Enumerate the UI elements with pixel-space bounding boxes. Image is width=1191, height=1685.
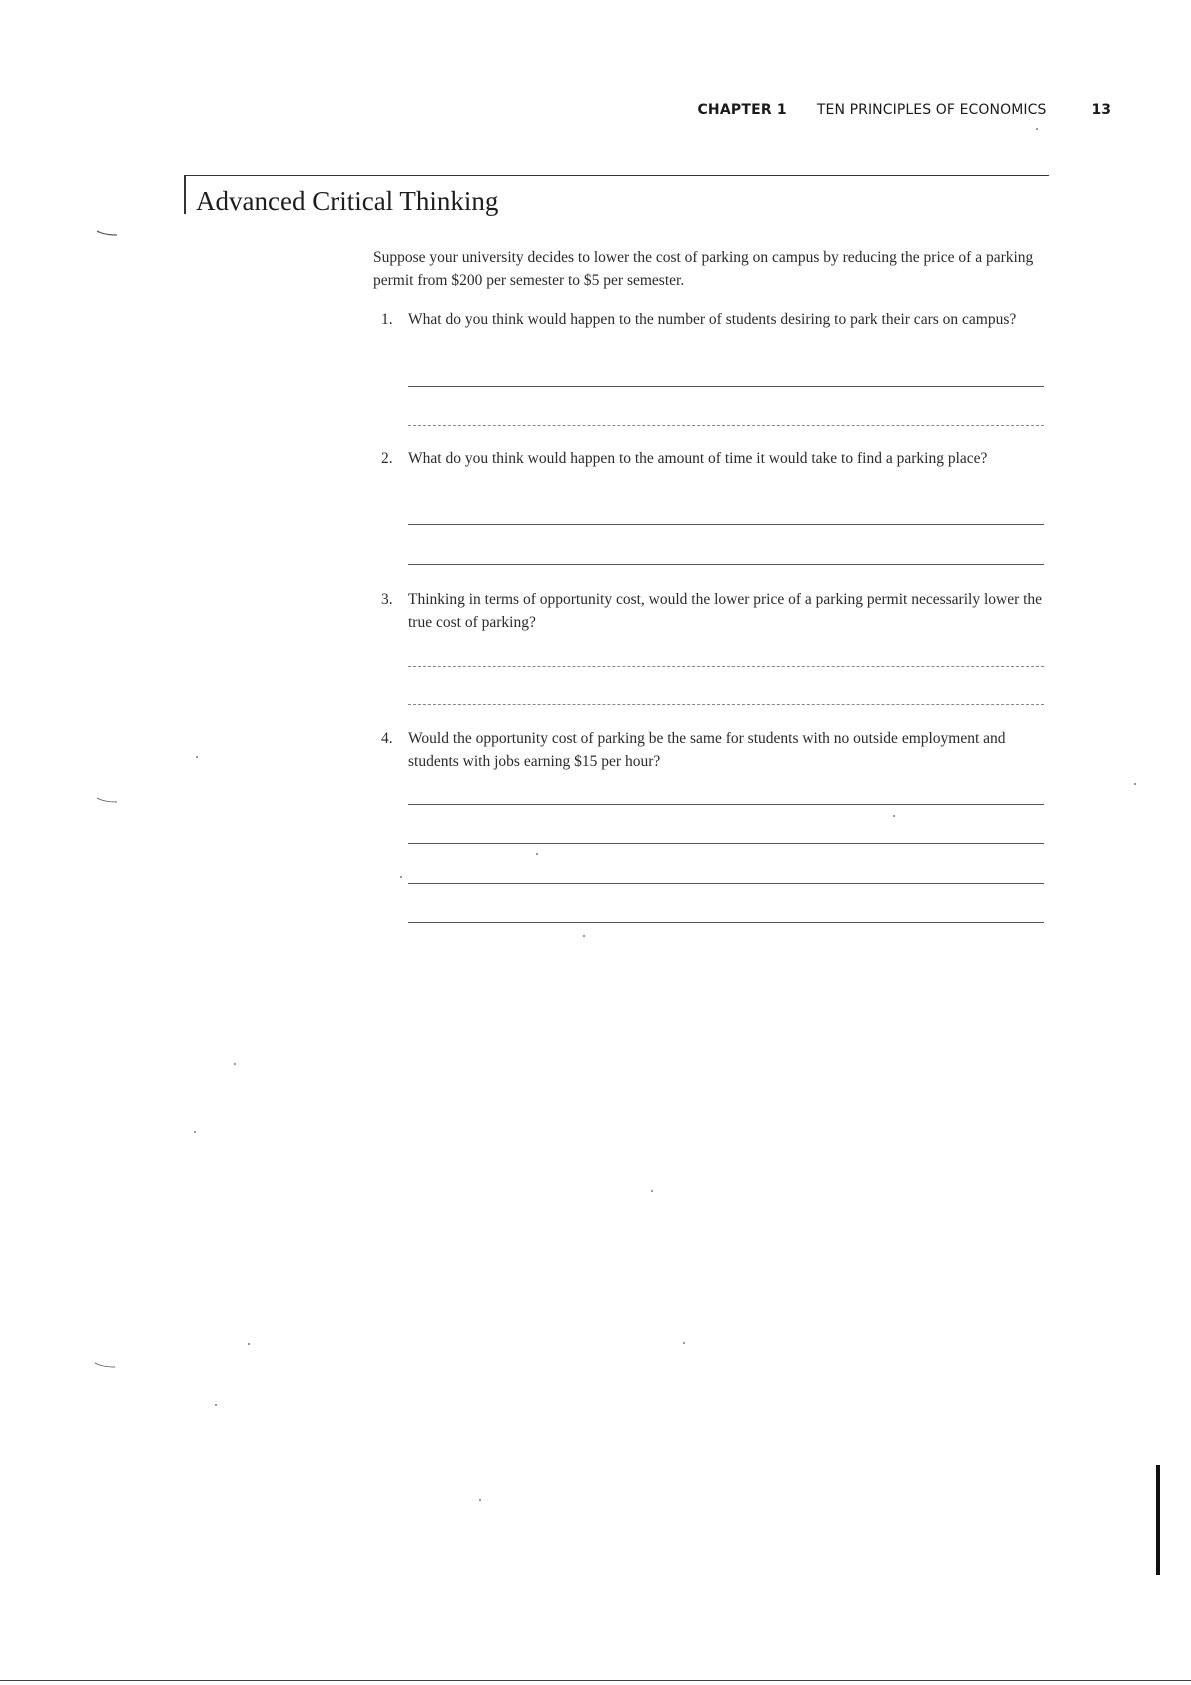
answer-line-3a[interactable] [408,666,1044,667]
answer-line-1a[interactable] [408,386,1044,387]
question-text: What do you think would happen to the amount of time it would take to find a parking place? [408,450,988,467]
answer-line-3b[interactable] [408,704,1044,705]
page-bottom-edge [0,1680,1191,1681]
question-3 [373,588,1049,634]
answer-line-4d[interactable] [408,922,1044,923]
question-4 [373,727,1049,773]
scan-speck [196,756,198,758]
scan-speck [400,876,402,878]
question-text: Would the opportunity cost of parking be the same for students with no outside employment and students with jobs earning $15 per hour? [408,730,1006,770]
question-1 [373,308,1049,331]
intro-paragraph: Suppose your university decides to lower the cost of parking on campus by reducing the price of a parking permit from $200 per semester to $5 per semester. [373,249,1034,289]
answer-line-2b[interactable] [408,564,1044,565]
chapter-title: TEN PRINCIPLES OF ECONOMICS [816,102,1047,118]
binding-shadow-bar [1156,1465,1160,1575]
scan-speck [1134,783,1136,785]
margin-tick-mark [96,230,118,236]
section-bar [184,176,186,214]
margin-tick-mark [94,1362,116,1368]
question-text: What do you think would happen to the number of students desiring to park their cars on campus? [408,311,1017,328]
scan-speck [583,935,585,937]
section-rule [184,175,1049,176]
question-text: Thinking in terms of opportunity cost, would the lower price of a parking permit necessarily lower the true cost of parking? [408,591,1043,631]
scan-speck [536,853,538,855]
answer-line-4c[interactable] [408,883,1044,884]
scan-speck [683,1342,685,1344]
scan-speck [234,1063,236,1065]
scan-speck [893,815,895,817]
scan-speck [651,1190,653,1192]
scan-speck [194,1131,196,1133]
question-number: 4. [381,730,393,747]
answer-line-1b[interactable] [408,425,1044,426]
scan-speck [215,1404,217,1406]
scan-speck [479,1499,481,1501]
margin-tick-mark [96,797,118,803]
scan-speck [248,1343,250,1345]
section-title: Advanced Critical Thinking [196,186,499,216]
question-number: 3. [381,591,393,608]
question-2 [373,447,1049,470]
question-number: 2. [381,450,393,467]
chapter-label: CHAPTER 1 [697,102,787,118]
scan-speck [1036,128,1038,130]
page-number: 13 [1091,102,1111,118]
answer-line-4b[interactable] [408,843,1044,844]
answer-line-2a[interactable] [408,524,1044,525]
answer-line-4a[interactable] [408,804,1044,805]
question-number: 1. [381,311,393,328]
running-header [697,102,1111,122]
